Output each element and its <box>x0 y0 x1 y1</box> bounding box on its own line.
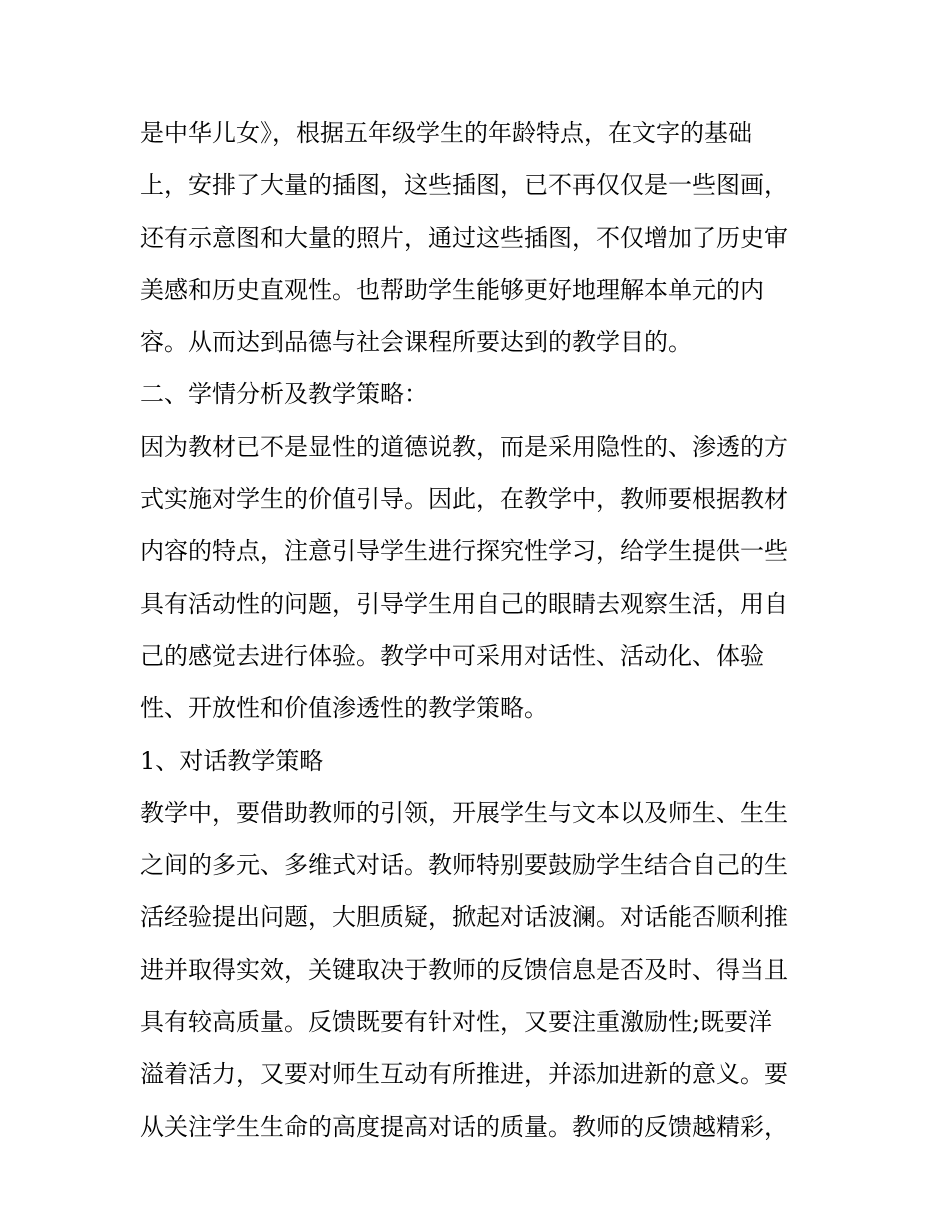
subsection-heading: 1、对话教学策略 <box>140 746 324 775</box>
text-line: 还有示意图和大量的照片，通过这些插图，不仅增加了历史审 <box>140 223 788 252</box>
text-line: 是中华儿女》，根据五年级学生的年龄特点，在文字的基础 <box>140 119 752 147</box>
text-line: 进并取得实效，关键取决于教师的反馈信息是否及时、得当且 <box>140 955 788 984</box>
text-line: 内容的特点，注意引导学生进行探究性学习，给学生提供一些 <box>140 537 788 566</box>
text-line: 具有活动性的问题，引导学生用自己的眼睛去观察生活，用自 <box>140 589 788 618</box>
section-heading: 二、学情分析及教学策略： <box>140 380 428 409</box>
text-line: 上，安排了大量的插图，这些插图，已不再仅仅是一些图画， <box>140 171 788 200</box>
text-line: 具有较高质量。反馈既要有针对性，又要注重激励性;既要洋 <box>140 1008 773 1037</box>
text-line: 从关注学生生命的高度提高对话的质量。教师的反馈越精彩， <box>140 1112 788 1141</box>
text-line: 性、开放性和价值渗透性的教学策略。 <box>140 694 548 723</box>
text-line: 己的感觉去进行体验。教学中可采用对话性、活动化、体验 <box>140 641 764 670</box>
document-body <box>140 107 820 1153</box>
text-line: 活经验提出问题，大胆质疑，掀起对话波澜。对话能否顺利推 <box>140 903 788 932</box>
text-line: 教学中，要借助教师的引领，开展学生与文本以及师生、生生 <box>140 798 788 827</box>
text-line: 因为教材已不是显性的道德说教，而是采用隐性的、渗透的方 <box>140 432 788 461</box>
text-line: 之间的多元、多维式对话。教师特别要鼓励学生结合自己的生 <box>140 851 788 880</box>
text-line: 式实施对学生的价值引导。因此，在教学中，教师要根据教材 <box>140 485 788 514</box>
text-line: 美感和历史直观性。也帮助学生能够更好地理解本单元的内 <box>140 275 764 304</box>
text-line: 容。从而达到品德与社会课程所要达到的教学目的。 <box>140 328 692 357</box>
text-line: 溢着活力，又要对师生互动有所推进，并添加进新的意义。要 <box>140 1060 788 1089</box>
